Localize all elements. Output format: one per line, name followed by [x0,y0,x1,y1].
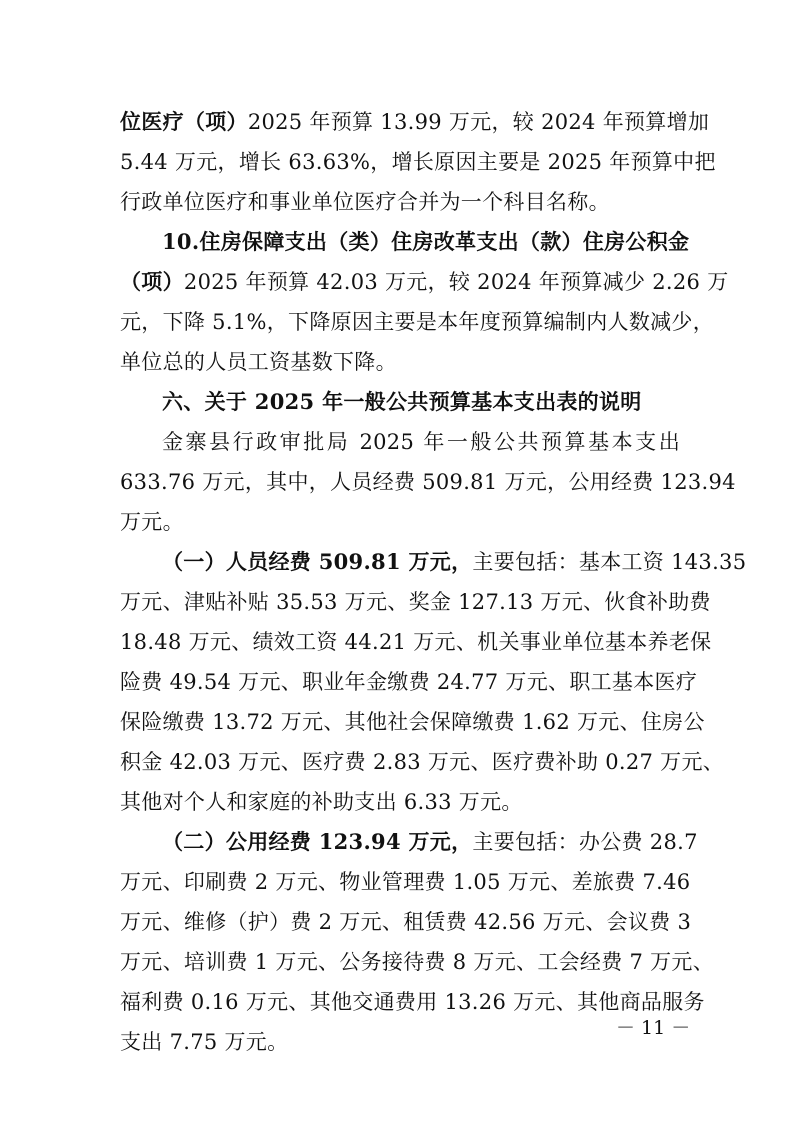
body-line: 福利费 0.16 万元、其他交通费用 13.26 万元、其他商品服务 [120,990,705,1014]
body-line: 633.76 万元，其中，人员经费 509.81 万元，公用经费 123.94 [120,470,736,494]
body-line [162,828,698,856]
body-line: 其他对个人和家庭的补助支出 6.33 万元。 [120,790,523,814]
bold-lead: （一）人员经费 509.81 万元， [162,549,473,574]
body-line [120,108,710,136]
body-line: 万元。 [120,510,184,534]
line-text: 主要包括：基本工资 143.35 [472,550,747,574]
body-line: 万元、培训费 1 万元、公务接待费 8 万元、工会经费 7 万元、 [120,950,715,974]
body-line: 支出 7.75 万元。 [120,1030,289,1054]
body-line: 单位总的人员工资基数下降。 [120,350,397,374]
bold-lead: （二）公用经费 123.94 万元， [162,829,473,854]
line-text: 2025 年预算 42.03 万元，较 2024 年预算减少 2.26 万 [183,270,729,294]
body-line: 金寨县行政审批局 2025 年一般公共预算基本支出 [162,430,680,454]
body-line: 元，下降 5.1%，下降原因主要是本年度预算编制内人数减少， [120,310,715,334]
body-line: 险费 49.54 万元、职业年金缴费 24.77 万元、职工基本医疗 [120,670,698,694]
body-line [162,548,747,576]
body-line [162,228,690,256]
line-text: 主要包括：办公费 28.7 [472,830,698,854]
line-text: 2025 年预算 13.99 万元，较 2024 年预算增加 [247,110,710,134]
body-line: 万元、津贴补贴 35.53 万元、奖金 127.13 万元、伙食补助费 [120,590,711,614]
body-line: 行政单位医疗和事业单位医疗合并为一个科目名称。 [120,190,610,214]
body-line: 万元、印刷费 2 万元、物业管理费 1.05 万元、差旅费 7.46 [120,870,691,894]
bold-lead: （项） [120,269,184,294]
body-line: 积金 42.03 万元、医疗费 2.83 万元、医疗费补助 0.27 万元、 [120,750,725,774]
section-heading: 六、关于 2025 年一般公共预算基本支出表的说明 [162,389,642,414]
page-number: － 11 － [616,1017,691,1039]
body-line: 保险缴费 13.72 万元、其他社会保障缴费 1.62 万元、住房公 [120,710,705,734]
body-line: 5.44 万元，增长 63.63%，增长原因主要是 2025 年预算中把 [120,150,716,174]
body-line: 18.48 万元、绩效工资 44.21 万元、机关事业单位基本养老保 [120,630,712,654]
bold-lead: 10.住房保障支出（类）住房改革支出（款）住房公积金 [162,229,690,254]
body-line: 万元、维修（护）费 2 万元、租赁费 42.56 万元、会议费 3 [120,910,692,934]
bold-lead: 位医疗（项） [120,109,248,134]
body-line [120,268,729,296]
